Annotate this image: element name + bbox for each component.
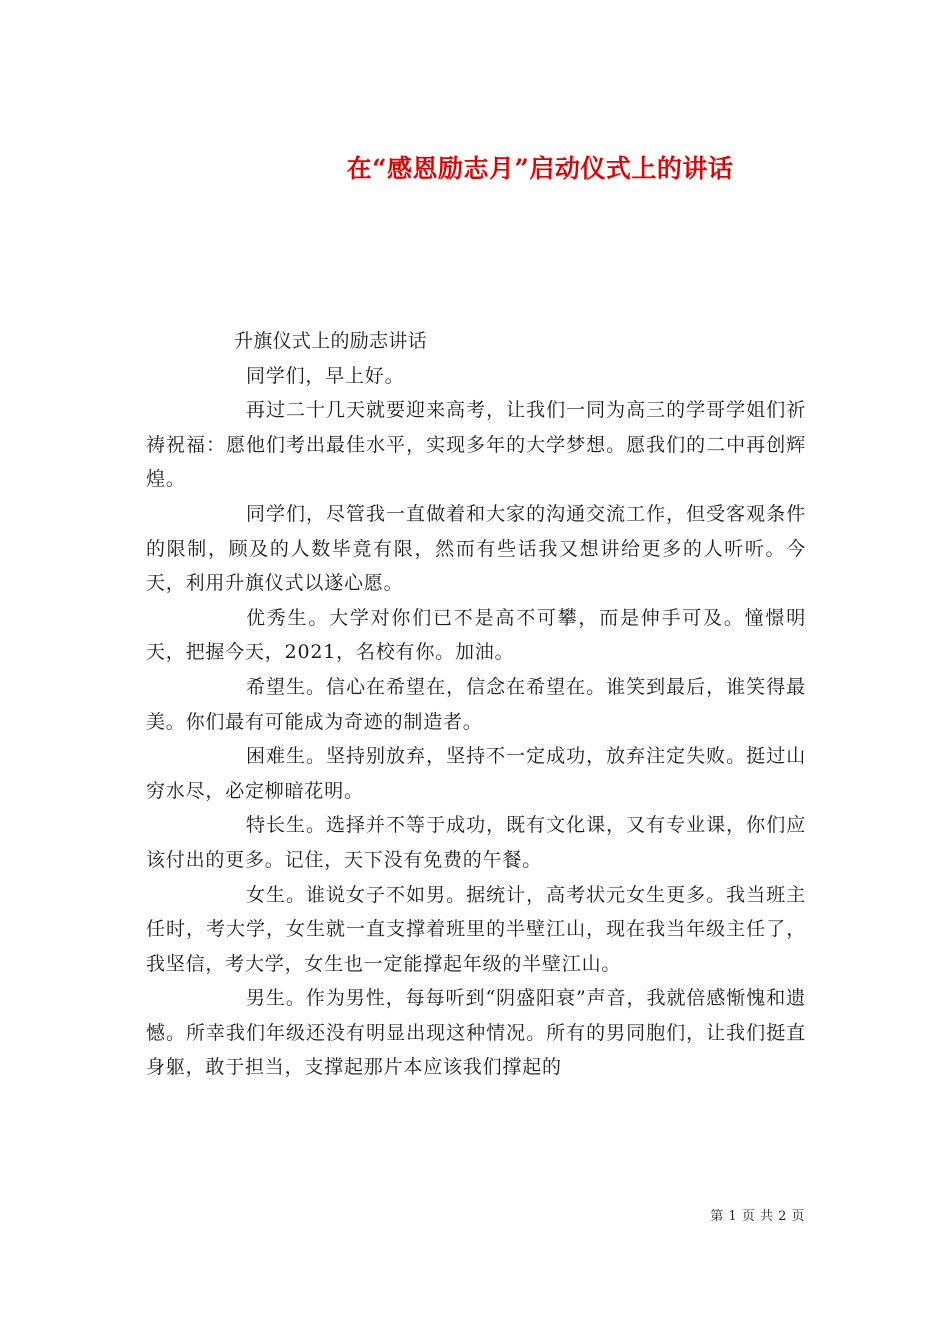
greeting-line: 同学们，早上好。 xyxy=(246,364,405,387)
document-body xyxy=(146,324,806,1085)
paragraph-1: 再过二十几天就要迎来高考，让我们一同为高三的学哥学姐们祈祷祝福：愿他们考出最佳水平，实现多年的大学梦想。愿我们的二中再创辉煌。 xyxy=(146,399,806,491)
paragraph-male-students: 男生。作为男性，每每听到“阴盛阳衰”声音，我就倍感惭愧和遗憾。所幸我们年级还没有明显出现这种情况。所有的男同胞们，让我们挺直身躯，敢于担当，支撑起那片本应该我们撑起的 xyxy=(146,987,806,1079)
paragraph-struggling-students: 困难生。坚持别放弃，坚持不一定成功，放弃注定失败。挺过山穷水尽，必定柳暗花明。 xyxy=(146,745,806,802)
speech-subtitle: 升旗仪式上的励志讲话 xyxy=(234,330,428,352)
paragraph-excellent-students: 优秀生。大学对你们已不是高不可攀，而是伸手可及。憧憬明天，把握今天，2021，名校有你。加油。 xyxy=(146,606,806,664)
paragraph-female-students: 女生。谁说女子不如男。据统计，高考状元女生更多。我当班主任时，考大学，女生就一直支撑着班里的半壁江山，现在我当年级主任了，我坚信，考大学，女生也一定能撑起年级的半壁江山。 xyxy=(146,883,806,975)
paragraph-hopeful-students: 希望生。信心在希望在，信念在希望在。谁笑到最后，谁笑得最美。你们最有可能成为奇迹的制造者。 xyxy=(146,675,806,733)
document-title: 在“感恩励志月”启动仪式上的讲话 xyxy=(346,153,734,183)
page-number-footer: 第 1 页 共 2 页 xyxy=(710,1209,805,1224)
paragraph-2: 同学们，尽管我一直做着和大家的沟通交流工作，但受客观条件的限制，顾及的人数毕竟有限，然而有些话我又想讲给更多的人听听。今天，利用升旗仪式以遂心愿。 xyxy=(146,502,806,595)
paragraph-specialty-students: 特长生。选择并不等于成功，既有文化课，又有专业课，你们应该付出的更多。记住，天下没有免费的午餐。 xyxy=(146,814,806,871)
